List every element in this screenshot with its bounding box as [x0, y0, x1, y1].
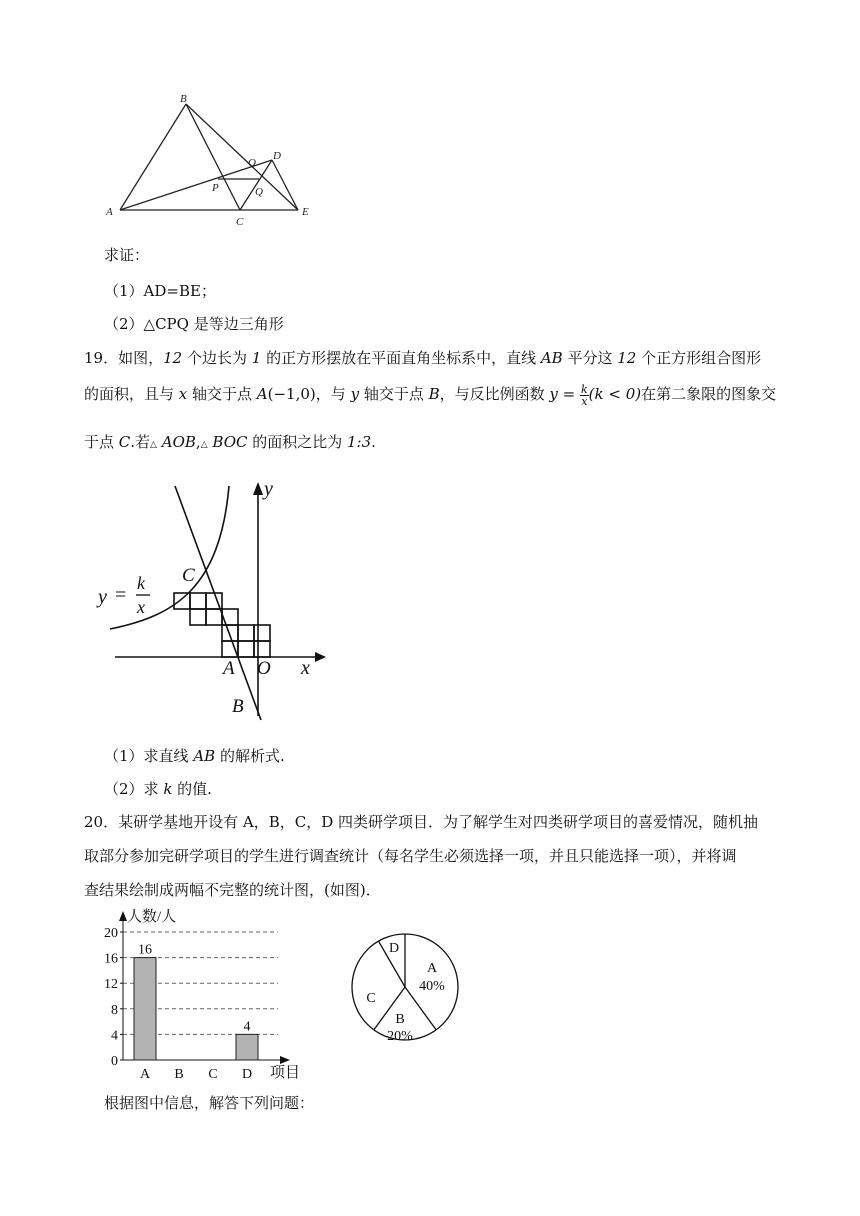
point-c-label: C	[182, 565, 195, 586]
q19-line3: 于点 C.若△ AOB,△ BOC 的面积之比为 1:3.	[84, 433, 376, 451]
q18-part1: （1）AD=BE；	[104, 282, 216, 300]
x-tick-label: C	[208, 1067, 218, 1080]
point-b-label: B	[232, 696, 244, 717]
pie-slice-label: B	[395, 1012, 405, 1027]
q20-line2: 取部分参加完研学项目的学生进行调查统计（每名学生必须选择一项，并且只能选择一项），并将调	[84, 847, 737, 865]
x-axis-title: 项目	[270, 1065, 301, 1080]
data-label: 16	[138, 942, 152, 958]
bar	[236, 1034, 258, 1060]
coordinate-figure	[95, 478, 335, 723]
pie-slice-label: D	[388, 941, 400, 956]
label-q: Q	[255, 186, 263, 198]
fraction-k-over-x: $\frac{k}{x}$	[581, 382, 588, 408]
x-tick-label: B	[174, 1067, 184, 1080]
x-axis-arrow	[280, 1056, 290, 1064]
pie-slice-label: C	[366, 991, 376, 1006]
label-e: E	[302, 206, 309, 218]
q19-line1: 19．如图，12 个边长为 1 的正方形摆放在平面直角坐标系中，直线 AB 平分这 12 个正方形组合图形	[84, 349, 762, 367]
label-p: P	[212, 182, 219, 194]
pie-chart	[340, 922, 470, 1052]
function-eq-sign: =	[115, 584, 127, 606]
triangle-icon: △	[200, 440, 208, 450]
q18-part2: （2）△CPQ 是等边三角形	[104, 315, 284, 333]
y-axis-label: y	[264, 478, 273, 500]
point-o-label: O	[257, 658, 271, 679]
label-b: B	[180, 93, 187, 105]
y-tick-label: 20	[104, 926, 118, 941]
x-tick-label: A	[139, 1067, 151, 1080]
y-axis-arrow	[119, 911, 127, 921]
y-axis-title: 人数/人	[127, 909, 177, 925]
label-a: A	[106, 206, 113, 218]
label-o: O	[248, 157, 256, 169]
label-c: C	[236, 216, 244, 228]
function-y-label: y	[98, 586, 107, 608]
q20-line1: 20．某研学基地开设有 A，B，C，D 四类研学项目．为了解学生对四类研学项目的喜爱情况，随机抽	[84, 813, 758, 831]
q20-closing: 根据图中信息，解答下列问题：	[104, 1094, 315, 1112]
point-a-label: A	[223, 658, 235, 679]
pie-percent-label: 40%	[419, 979, 445, 994]
q20-line3: 查结果绘制成两幅不完整的统计图，(如图)．	[84, 881, 381, 899]
q19-line2: 的面积，且与 x 轴交于点 A(−1,0)，与 y 轴交于点 B，与反比例函数 y = $\frac{k}{x}$ (k < 0)在第二象限的图象交	[84, 382, 777, 408]
q19-part2: （2）求 k 的值.	[104, 780, 212, 798]
bar	[134, 958, 156, 1060]
x-axis-label: x	[301, 657, 310, 679]
y-tick-label: 16	[104, 951, 118, 967]
y-tick-label: 0	[111, 1054, 118, 1069]
function-denominator: x	[137, 597, 145, 617]
q19-part1: （1）求直线 AB 的解析式.	[104, 747, 285, 765]
y-tick-label: 8	[111, 1002, 118, 1018]
y-tick-label: 4	[111, 1028, 118, 1044]
pie-slice-label: A	[426, 961, 438, 976]
label-d: D	[273, 150, 281, 162]
geometry-figure-triangles	[100, 90, 330, 230]
prove-label: 求证：	[104, 246, 150, 264]
triangle-icon: △	[150, 440, 157, 450]
pie-percent-label: 20%	[387, 1029, 413, 1044]
x-tick-label: D	[241, 1067, 253, 1080]
function-numerator: k	[137, 573, 145, 593]
y-tick-label: 12	[104, 977, 118, 993]
bar-chart	[98, 905, 308, 1080]
data-label: 4	[243, 1019, 251, 1035]
